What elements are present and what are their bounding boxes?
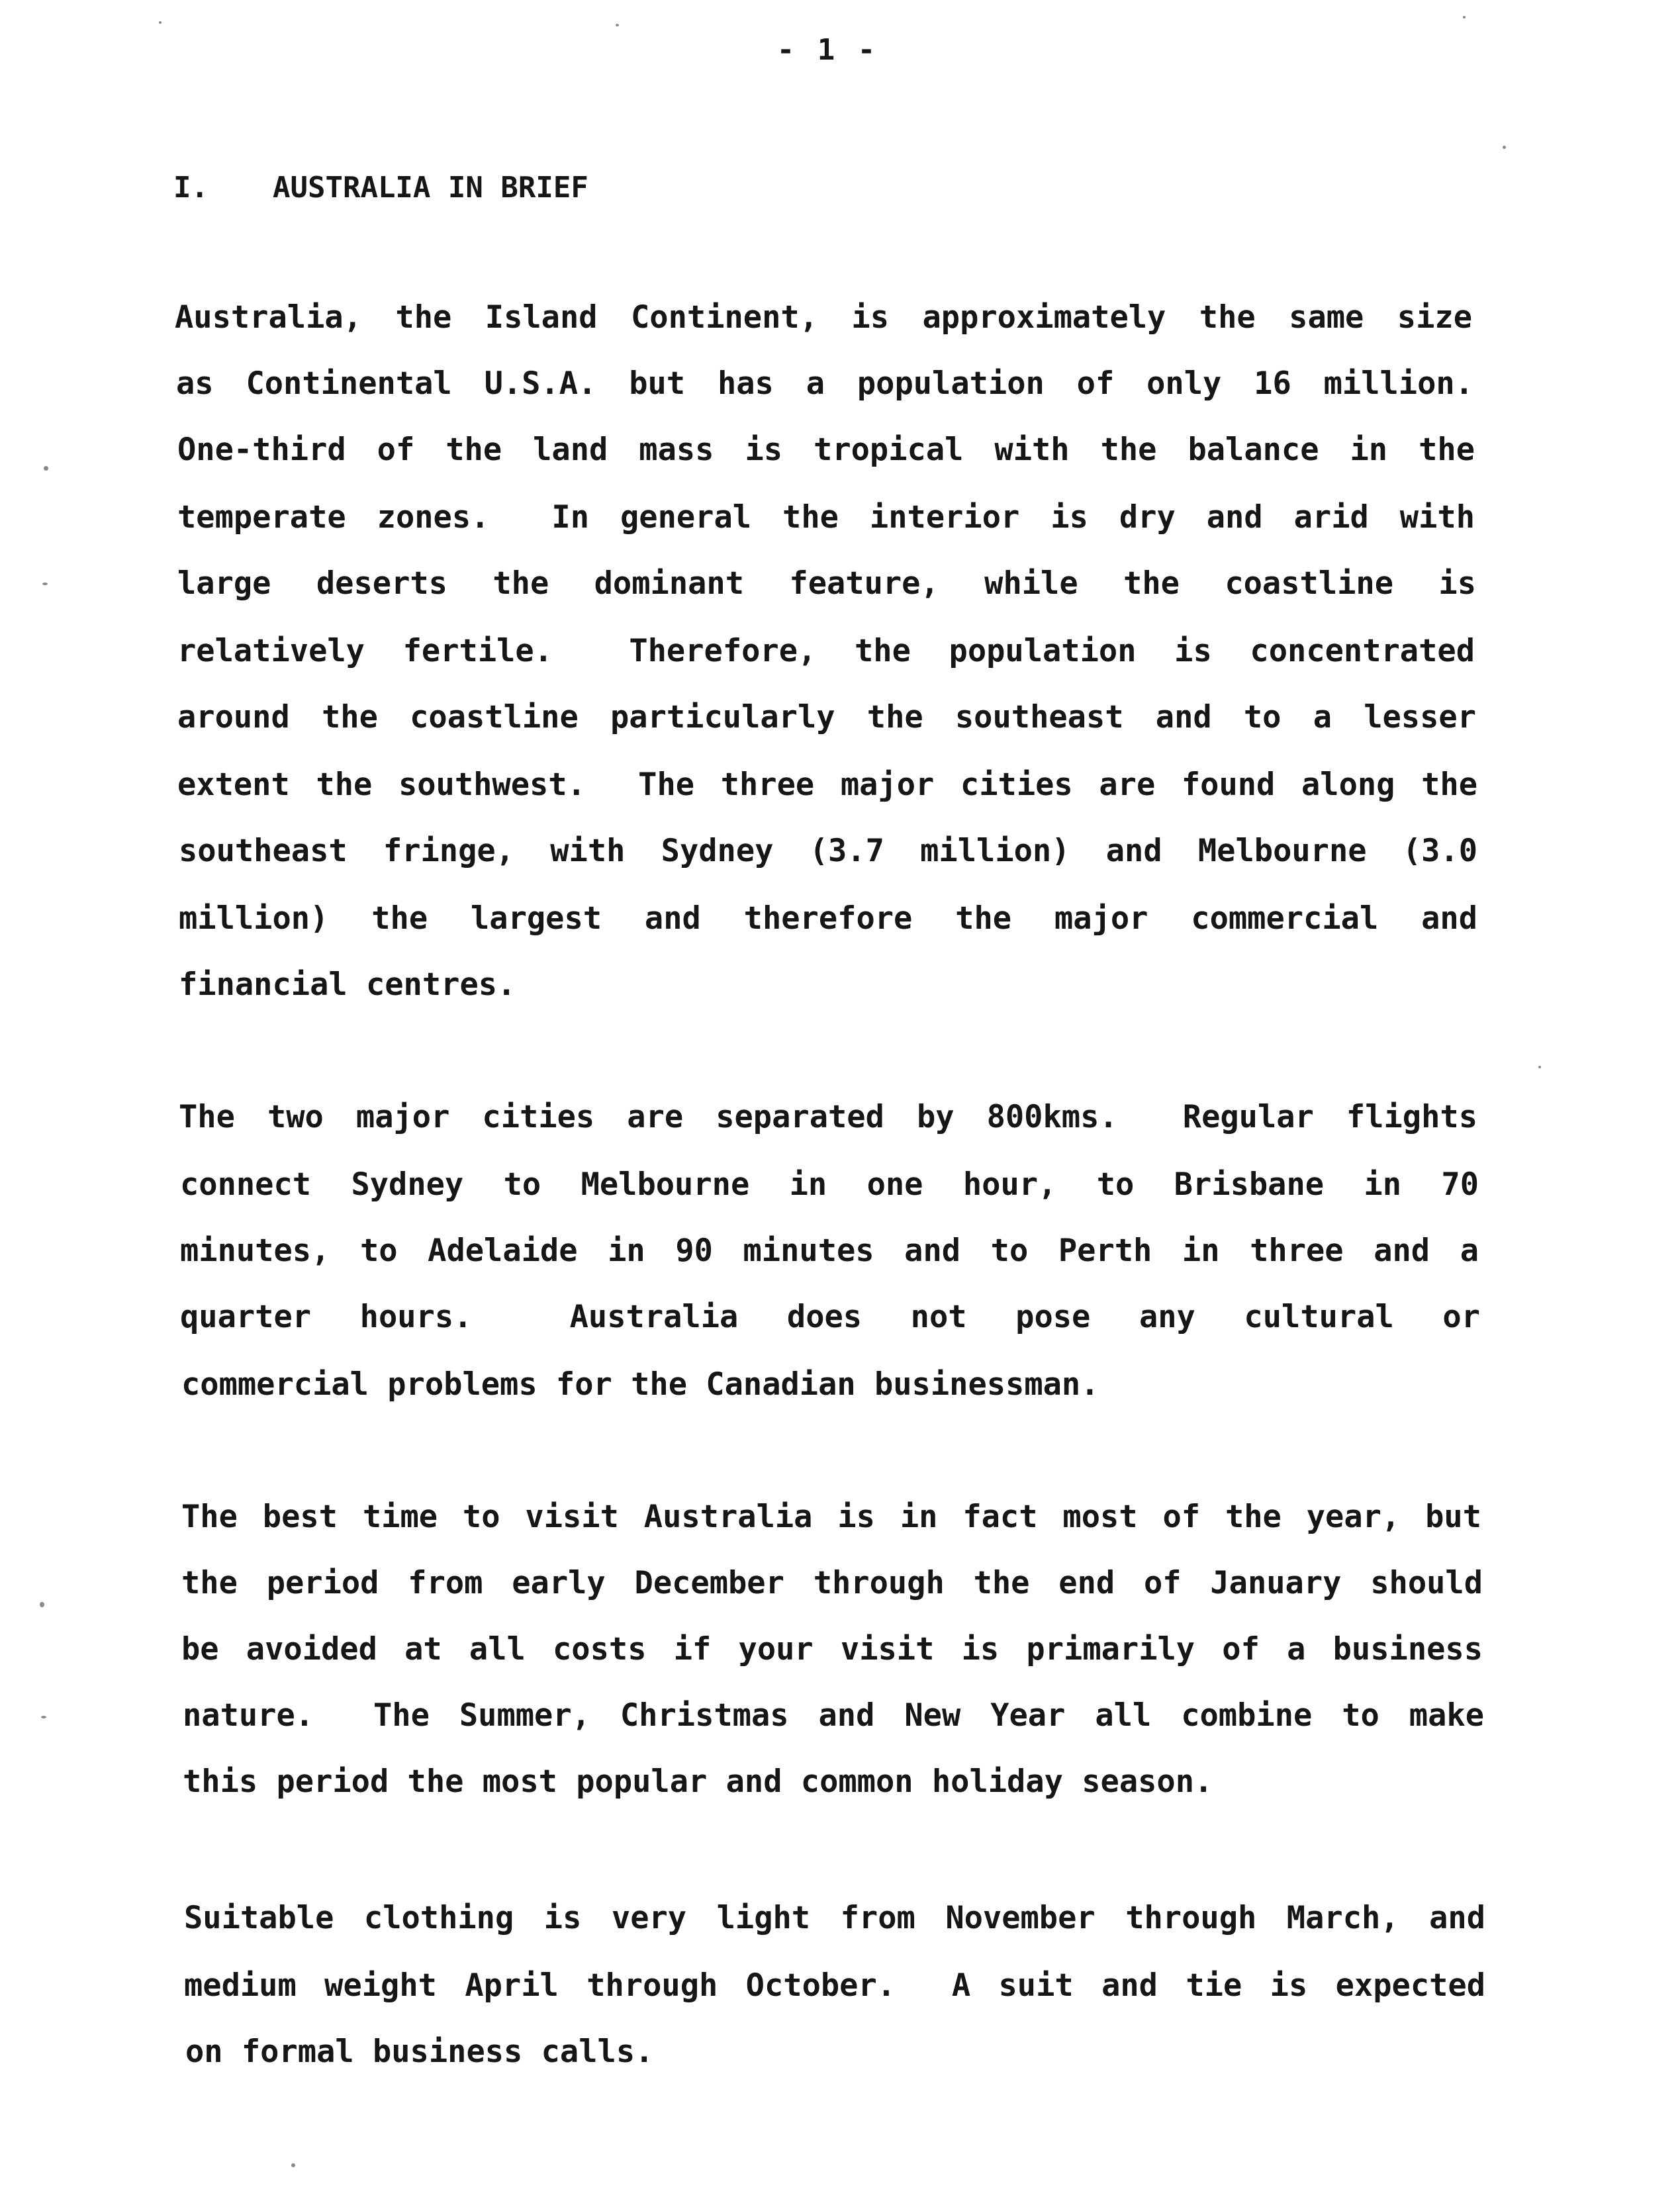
- scan-speck: [616, 24, 619, 26]
- text-line: The best time to visit Australia is in fact most of the year, but: [181, 1499, 1481, 1535]
- text-line: commercial problems for the Canadian businessman.: [181, 1366, 1099, 1403]
- section-title: AUSTRALIA IN BRIEF: [273, 171, 588, 205]
- text-line: large deserts the dominant feature, while the coastline is: [177, 565, 1476, 602]
- text-line: financial centres.: [179, 966, 516, 1003]
- text-line: southeast fringe, with Sydney (3.7 million) and Melbourne (3.0: [179, 833, 1477, 869]
- text-line: temperate zones. In general the interior is dry and arid with: [177, 499, 1475, 536]
- section-number: I.: [173, 171, 209, 205]
- text-line: around the coastline particularly the southeast and to a lesser: [177, 699, 1476, 735]
- scan-speck: [42, 583, 48, 585]
- text-line: nature. The Summer, Christmas and New Year all combine to make: [183, 1697, 1484, 1734]
- page-number: - 1 -: [776, 33, 878, 67]
- text-line: on formal business calls.: [185, 2034, 654, 2070]
- text-line: connect Sydney to Melbourne in one hour, to Brisbane in 70: [180, 1166, 1479, 1203]
- text-line: medium weight April through October. A suit and tie is expected: [184, 1967, 1485, 2004]
- scan-speck: [1538, 1066, 1541, 1068]
- scan-speck: [159, 21, 162, 24]
- text-line: minutes, to Adelaide in 90 minutes and to Perth in three and a: [180, 1233, 1479, 1269]
- text-line: Australia, the Island Continent, is approximately the same size: [175, 299, 1472, 336]
- section-heading: [173, 171, 588, 205]
- text-line: Suitable clothing is very light from November through March, and: [184, 1900, 1485, 1936]
- text-line: quarter hours. Australia does not pose any cultural or: [180, 1299, 1480, 1335]
- scan-speck: [1463, 16, 1466, 19]
- text-line: as Continental U.S.A. but has a population of only 16 million.: [176, 365, 1473, 402]
- text-line: One-third of the land mass is tropical with the balance in the: [177, 432, 1475, 468]
- text-line: the period from early December through the end of January should: [181, 1565, 1483, 1601]
- text-line: be avoided at all costs if your visit is primarily of a business: [181, 1631, 1483, 1667]
- scan-speck: [40, 1602, 44, 1607]
- scan-speck: [291, 2163, 295, 2167]
- text-line: The two major cities are separated by 800kms. Regular flights: [179, 1099, 1477, 1135]
- text-line: million) the largest and therefore the major commercial and: [179, 900, 1477, 937]
- text-line: extent the southwest. The three major cities are found along the: [177, 767, 1477, 803]
- text-line: this period the most popular and common holiday season.: [183, 1763, 1213, 1800]
- text-line: relatively fertile. Therefore, the population is concentrated: [177, 633, 1475, 669]
- scan-speck: [1503, 146, 1506, 149]
- scan-speck: [44, 466, 48, 471]
- scan-speck: [41, 1716, 46, 1718]
